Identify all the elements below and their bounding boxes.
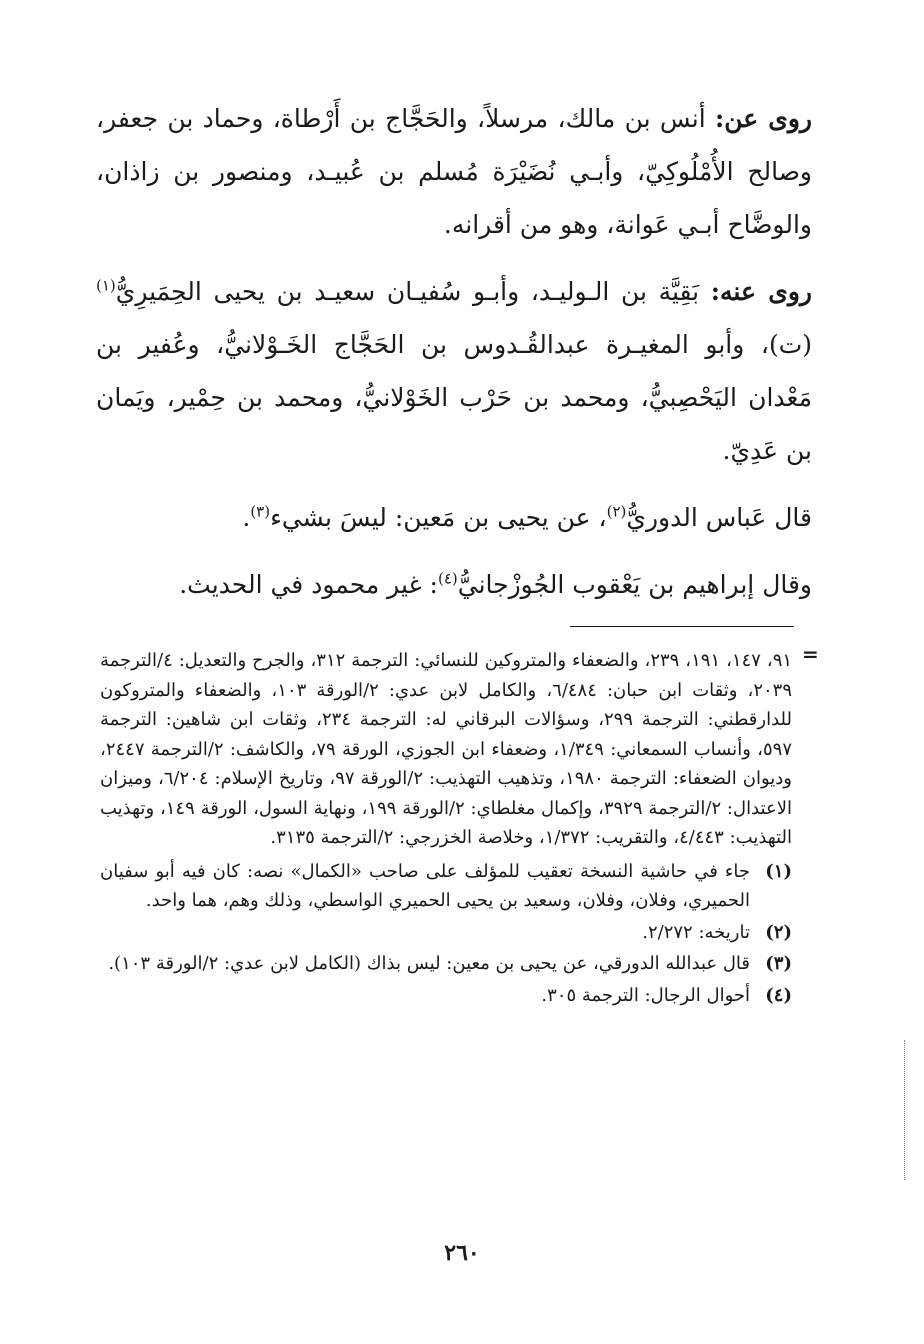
- footnote-text: قال عبدالله الدورقي، عن يحيى بن معين: ليس بذاك (الكامل لابن عدي: ٢/الورقة ١٠٣).: [108, 953, 750, 974]
- footnote-number: (١): [765, 860, 792, 882]
- footnote-1: [100, 857, 792, 916]
- paragraph-narrated-from: [96, 92, 812, 251]
- footnote-ref-3[interactable]: (٣): [250, 502, 271, 521]
- page-number: ٢٦٠: [444, 1240, 480, 1266]
- paragraph-narrated-by: [96, 265, 812, 477]
- footnote-ref-4[interactable]: (٤): [437, 569, 458, 588]
- footnote-divider: [570, 626, 794, 627]
- text-narrated-by-a: بَقِيَّة بن الـوليـد، وأبـو سُفيـان سعيـد بن يحيى الحِمَيرِيُّ: [115, 277, 700, 306]
- footnote-number: (٢): [765, 921, 792, 943]
- text-jawzajani-a: وقال إبراهيم بن يَعْقوب الجُوزْجانيُّ: [457, 570, 812, 599]
- footnote-continuation: ٩١، ١٤٧، ١٩١، ٢٣٩، والضعفاء والمتروكين للنسائي: الترجمة ٣١٢، والجرح والتعديل: ٤/الترجمة ٢٠٣٩، وثقات ابن حبان: ٦/٤٨٤، والكامل لابن عدي: ٢/الورقة ١٠٣، والضعفاء والمتروكون للدارقطني: الترجمة ٢٩٩، وسؤالات البرقاني له: الترجمة ٢٣٤، وثقات ابن شاهين: الترجمة ٥٩٧، وأنساب السمعاني: ١/٣٤٩، وضعفاء ابن الجوزي، الورقة ٧٩، والكاشف: ٢/الترجمة ٢٤٤٧، وديوان الضعفاء: الترجمة ١٩٨٠، وتذهيب التهذيب: ٢/الورقة ٩٧، وتاريخ الإسلام: ٦/٢٠٤، وميزان الاعتدال: ٢/الترجمة ٣٩٢٩، وإكمال مغلطاي: ٢/الورقة ١٩٩، ونهاية السول، الورقة ١٤٩، وتهذيب التهذيب: ٤/٤٤٣، والتقريب: ١/٣٧٢، وخلاصة الخزرجي: ٢/الترجمة ٣١٣٥.: [100, 650, 793, 848]
- footnote-text: جاء في حاشية النسخة تعقيب للمؤلف على صاحب «الكمال» نصه: كان فيه أبو سفيان الحميري، وفلان، وفلان، وسعيد بن يحيى الحميري الواسطي، وذلك وهم، هما واحد.: [100, 860, 750, 911]
- text-abbas-a: قال عَباس الدوريُّ: [626, 503, 812, 532]
- footnote-number: (٣): [765, 953, 792, 974]
- footnote-number: (٤): [765, 984, 792, 1006]
- text-abbas-c: .: [242, 503, 251, 532]
- footnote-ref-1[interactable]: (١): [96, 276, 116, 295]
- main-text: [96, 92, 812, 625]
- paragraph-abbas-doori: [96, 491, 812, 544]
- lead-narrated-by: روى عنه:: [710, 277, 813, 306]
- lead-narrated-from: روى عن:: [715, 104, 813, 133]
- footnote-4: [100, 981, 792, 1011]
- margin-dots: [904, 1040, 905, 1180]
- footnotes: [100, 646, 792, 1012]
- footnote-2: [100, 918, 792, 948]
- footnote-text: تاريخه: ٢/٢٧٢.: [642, 921, 750, 943]
- text-abbas-b: ، عن يحيى بن مَعين: ليسَ بشيء: [270, 503, 607, 532]
- footnote-text: أحوال الرجال: الترجمة ٣٠٥.: [541, 984, 750, 1006]
- continuation-mark: =: [802, 642, 819, 666]
- paragraph-jawzajani: [96, 558, 812, 611]
- text-narrated-by-b: (ت)، وأبو المغيـرة عبدالقُـدوس بن الحَجَّاج الخَـوْلانيُّ، وعُفير بن مَعْدان اليَحْصِبيُّ، ومحمد بن حَرْب الخَوْلانيُّ، ومحمد بن حِمْير، ويَمان بن عَدِيّ.: [96, 330, 812, 465]
- text-narrated-from: أنس بن مالك، مرسلاً، والحَجَّاج بن أَرْطاة، وحماد بن جعفر، وصالح الأُمْلُوكِيّ، وأبـي نُضَيْرَة مُسلم بن عُبيـد، ومنصور بن زاذان، والوضَّاح أبـي عَوانة، وهو من أقرانه.: [96, 104, 812, 239]
- text-jawzajani-b: : غير محمود في الحديث.: [179, 570, 438, 599]
- footnote-ref-2[interactable]: (٢): [606, 502, 627, 521]
- footnote-3: [100, 949, 792, 979]
